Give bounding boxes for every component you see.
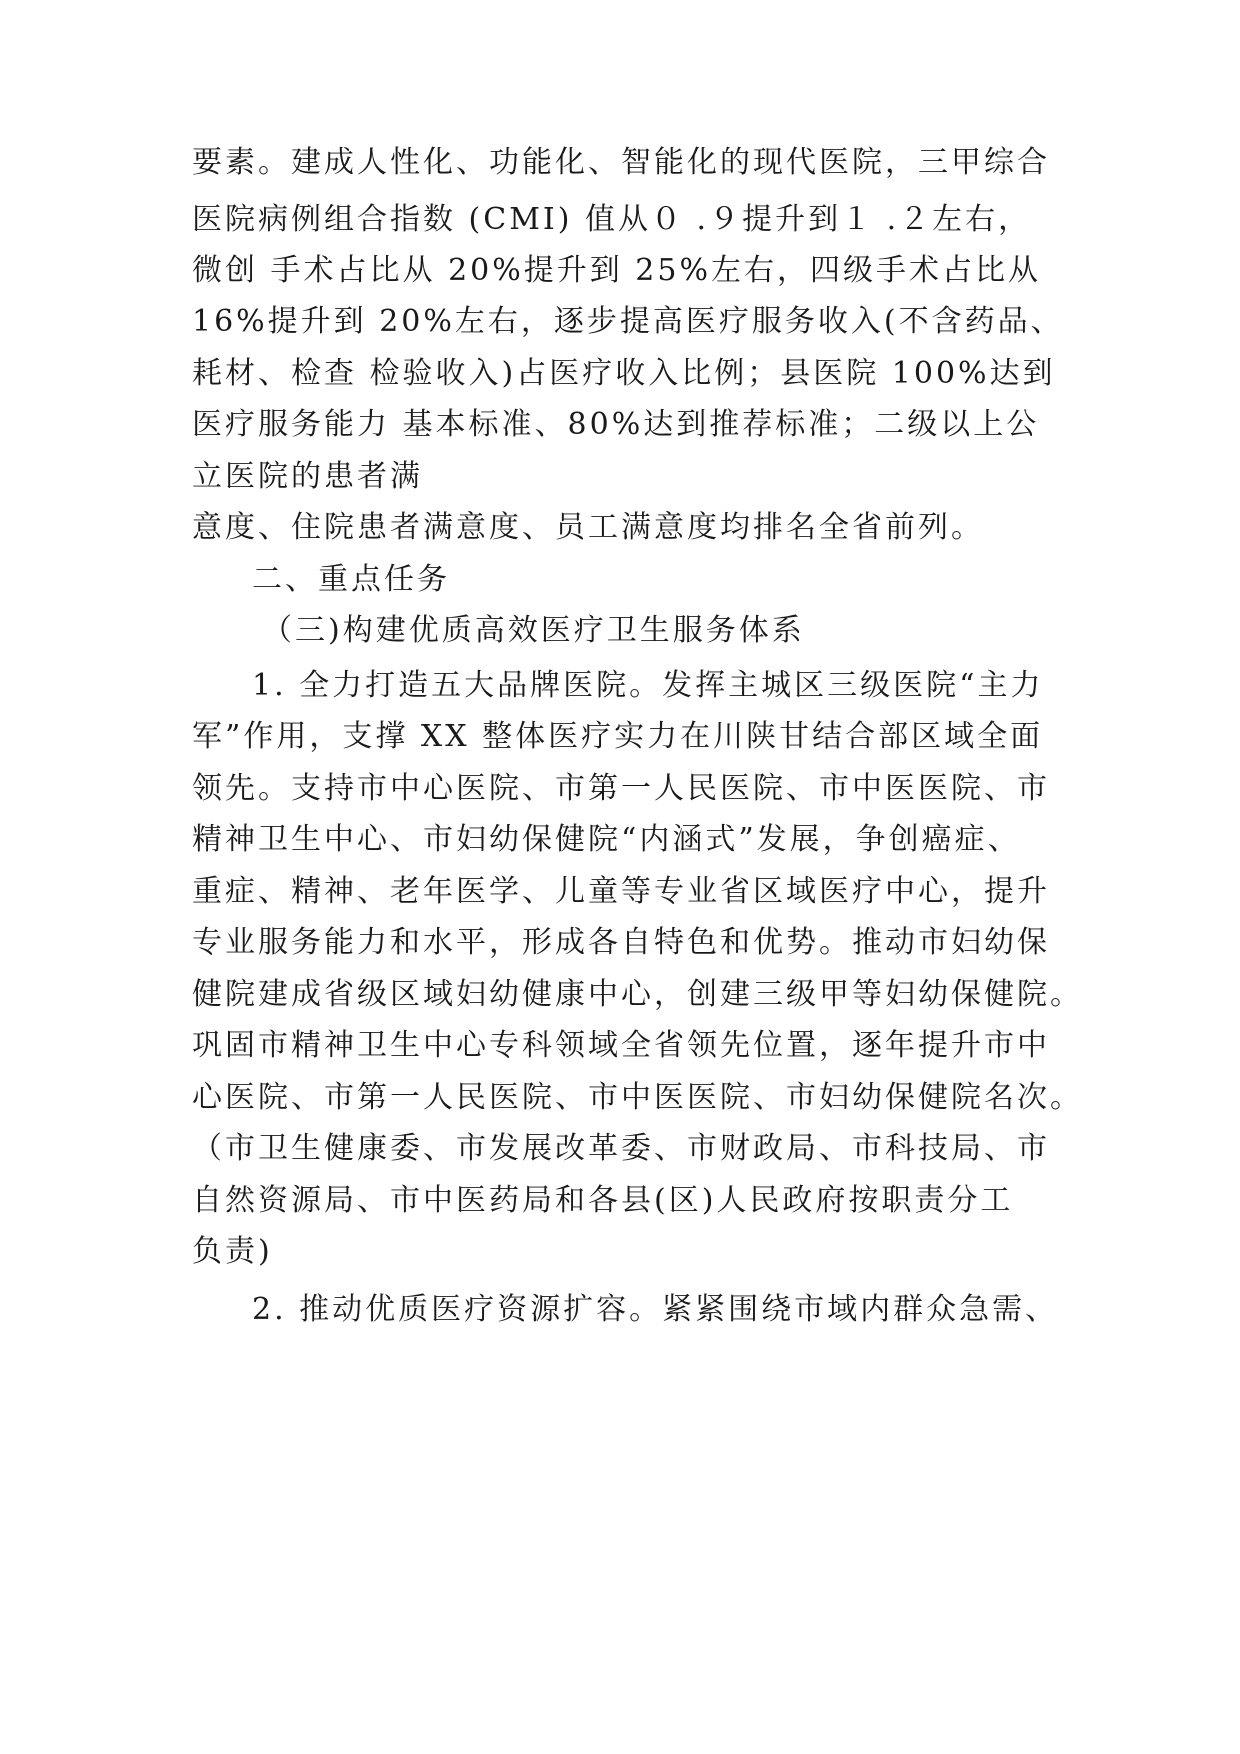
paragraph-line: 16%提升到 20%左右，逐步提高医疗服务收入(不含药品、 — [192, 304, 1064, 339]
paragraph-line: （市卫生健康委、市发展改革委、市财政局、市科技局、市 — [192, 1131, 1050, 1166]
paragraph-line: 专业服务能力和水平，形成各自特色和优势。推动市妇幼保 — [192, 925, 1050, 960]
paragraph-line: 自然资源局、市中医药局和各县(区)人民政府按职责分工 — [192, 1183, 1014, 1218]
paragraph-line: 医院病例组合指数 (CMI) 值从０ .９提升到１ .２左右， — [192, 202, 1032, 237]
paragraph-line: 耗材、检查 检验收入)占医疗收入比例；县医院 100%达到 — [192, 356, 1056, 391]
subsection-heading: （三)构建优质高效医疗卫生服务体系 — [262, 613, 805, 648]
paragraph-line: 微创 手术占比从 20%提升到 25%左右，四级手术占比从 — [192, 253, 1041, 288]
paragraph-line: 2. 推动优质医疗资源扩容。紧紧围绕市域内群众急需、 — [252, 1292, 1059, 1327]
paragraph-line: 1. 全力打造五大品牌医院。发挥主城区三级医院“主力 — [252, 668, 1044, 703]
paragraph-line: 重症、精神、老年医学、儿童等专业省区域医疗中心，提升 — [192, 874, 1050, 909]
paragraph-line: 巩固市精神卫生中心专科领域全省领先位置，逐年提升市中 — [192, 1028, 1050, 1063]
paragraph-line: 意度、住院患者满意度、员工满意度均排名全省前列。 — [192, 510, 984, 545]
paragraph-line: 军”作用，支撑 XX 整体医疗实力在川陕甘结合部区域全面 — [192, 719, 1044, 754]
paragraph-line: 负责) — [192, 1234, 273, 1269]
paragraph-line: 医疗服务能力 基本标准、80%达到推荐标准；二级以上公 — [192, 407, 1040, 442]
paragraph-line: 要素。建成人性化、功能化、智能化的现代医院，三甲综合 — [192, 145, 1050, 180]
paragraph-line: 领先。支持市中心医院、市第一人民医院、市中医医院、市 — [192, 771, 1050, 806]
paragraph-line: 立医院的患者满 — [192, 459, 423, 494]
paragraph-line: 精神卫生中心、市妇幼保健院“内涵式”发展，争创癌症、 — [192, 822, 1021, 857]
paragraph-line: 心医院、市第一人民医院、市中医医院、市妇幼保健院名次。 — [192, 1080, 1083, 1115]
section-heading: 二、重点任务 — [252, 562, 450, 597]
paragraph-line: 健院建成省级区域妇幼健康中心，创建三级甲等妇幼保健院。 — [192, 977, 1083, 1012]
